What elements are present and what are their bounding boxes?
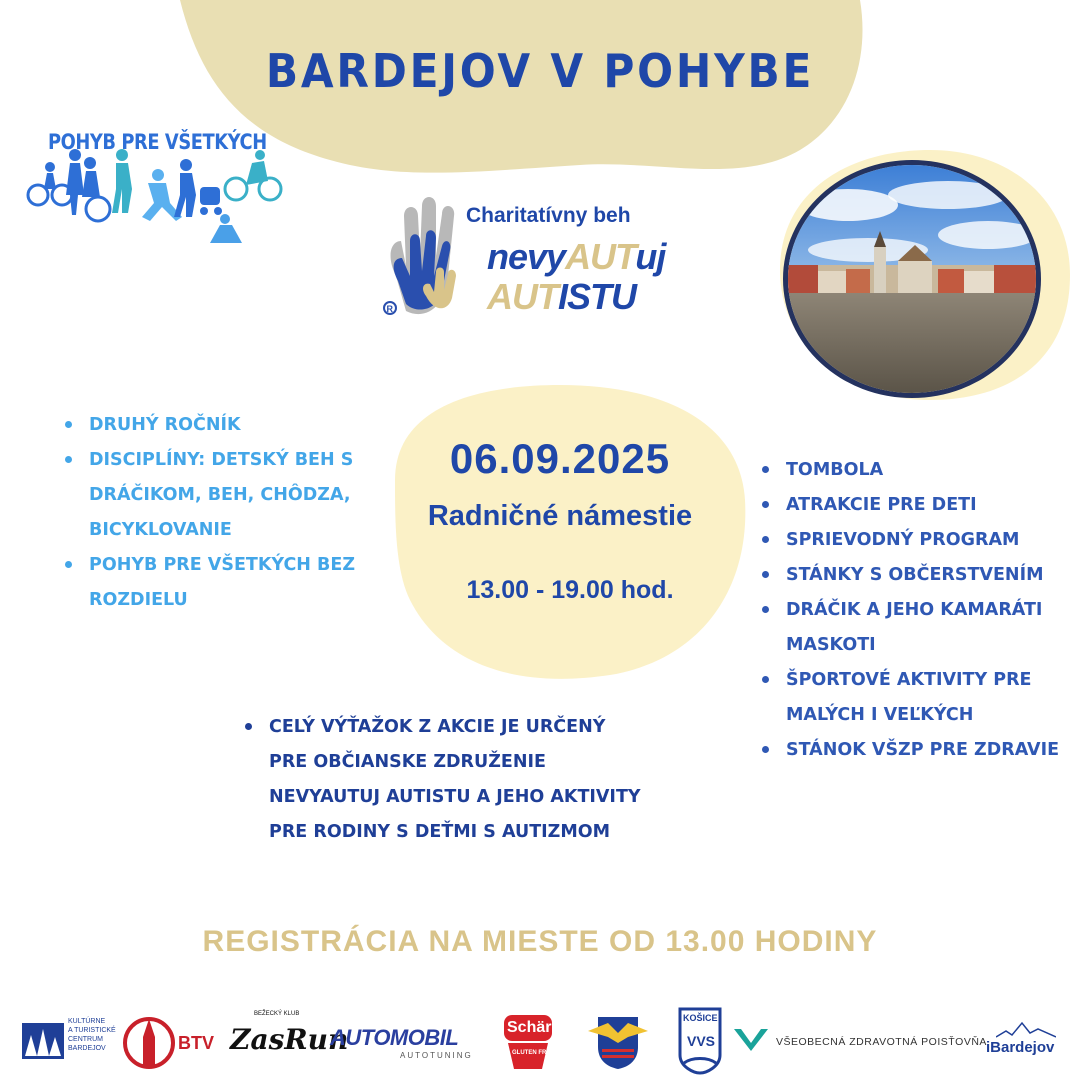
list-item: STÁNOK VŠZP PRE ZDRAVIE [762, 733, 1080, 768]
svg-text:R: R [386, 304, 393, 314]
list-item: TOMBOLA [762, 453, 1080, 488]
ktc-line: BARDEJOV [68, 1045, 106, 1052]
town-square-photo [783, 160, 1041, 398]
list-item: DRÁČIK A JEHO KAMARÁTI MASKOTI [762, 593, 1080, 663]
vszp-logo: VŠEOBECNÁ ZDRAVOTNÁ POISŤOVŇA [734, 1027, 984, 1059]
list-item: ŠPORTOVÉ AKTIVITY PRE MALÝCH I VEĽKÝCH [762, 663, 1080, 733]
info-list-right [762, 453, 1080, 768]
list-item: STÁNKY S OBČERSTVENÍM [762, 558, 1080, 593]
ktc-line: KULTÚRNE [68, 1018, 106, 1025]
btv-text: BTV [178, 1033, 214, 1053]
ktc-line: CENTRUM [68, 1036, 103, 1043]
page-title: BARDEJOV V POHYBE [265, 44, 815, 98]
ibardejov-logo: iBardejov [986, 1019, 1078, 1063]
vvs-kosice-logo: KOŠICE VVS [676, 1007, 724, 1075]
info-list-bottom [245, 710, 645, 850]
charity-nevy: nevy [487, 236, 566, 277]
list-item: CELÝ VÝŤAŽOK Z AKCIE JE URČENÝ PRE OBČIANSKE ZDRUŽENIE NEVYAUTUJ AUTISTU A JEHO AKTIVITY PRE RODINY S DEŤMI S AUTIZMOM [245, 710, 645, 850]
automobil-logo: AUTOMOBIL AUTOTUNING [330, 1025, 473, 1060]
charity-uj: uj [635, 236, 666, 277]
event-place: Radničné námestie [427, 500, 693, 532]
list-item: DRUHÝ ROČNÍK [65, 408, 375, 443]
schar-logo: Schär GLUTEN FREE [500, 1013, 556, 1071]
charity-line-1 [487, 236, 665, 278]
charity-istu: ISTU [558, 276, 637, 317]
charity-subtitle: Charitatívny beh [466, 204, 631, 227]
list-item: POHYB PRE VŠETKÝCH BEZ ROZDIELU [65, 548, 375, 618]
list-item: SPRIEVODNÝ PROGRAM [762, 523, 1080, 558]
ktc-line: A TURISTICKÉ [68, 1027, 116, 1034]
btv-logo [122, 1011, 222, 1071]
event-date: 06.09.2025 [449, 435, 671, 482]
charity-aut1: AUT [565, 236, 636, 277]
pohyb-logo-text: POHYB PRE VŠETKÝCH [48, 130, 267, 154]
charity-aut2: AUT [487, 276, 558, 317]
ktc-logo [22, 1017, 122, 1073]
zasrun-logo: BEŽECKÝ KLUB ZasRun [230, 1011, 349, 1056]
kosice-region-coat-of-arms [588, 1013, 648, 1071]
sponsors-bar [0, 1005, 1080, 1075]
info-list-left [65, 408, 375, 618]
list-item: ATRAKCIE PRE DETI [762, 488, 1080, 523]
event-time: 13.00 - 19.00 hod. [466, 576, 674, 604]
registration-banner: REGISTRÁCIA NA MIESTE OD 13.00 HODINY [202, 925, 878, 958]
list-item: DISCIPLÍNY: DETSKÝ BEH S DRÁČIKOM, BEH, CHÔDZA, BICYKLOVANIE [65, 443, 375, 548]
charity-line-2 [487, 276, 636, 318]
